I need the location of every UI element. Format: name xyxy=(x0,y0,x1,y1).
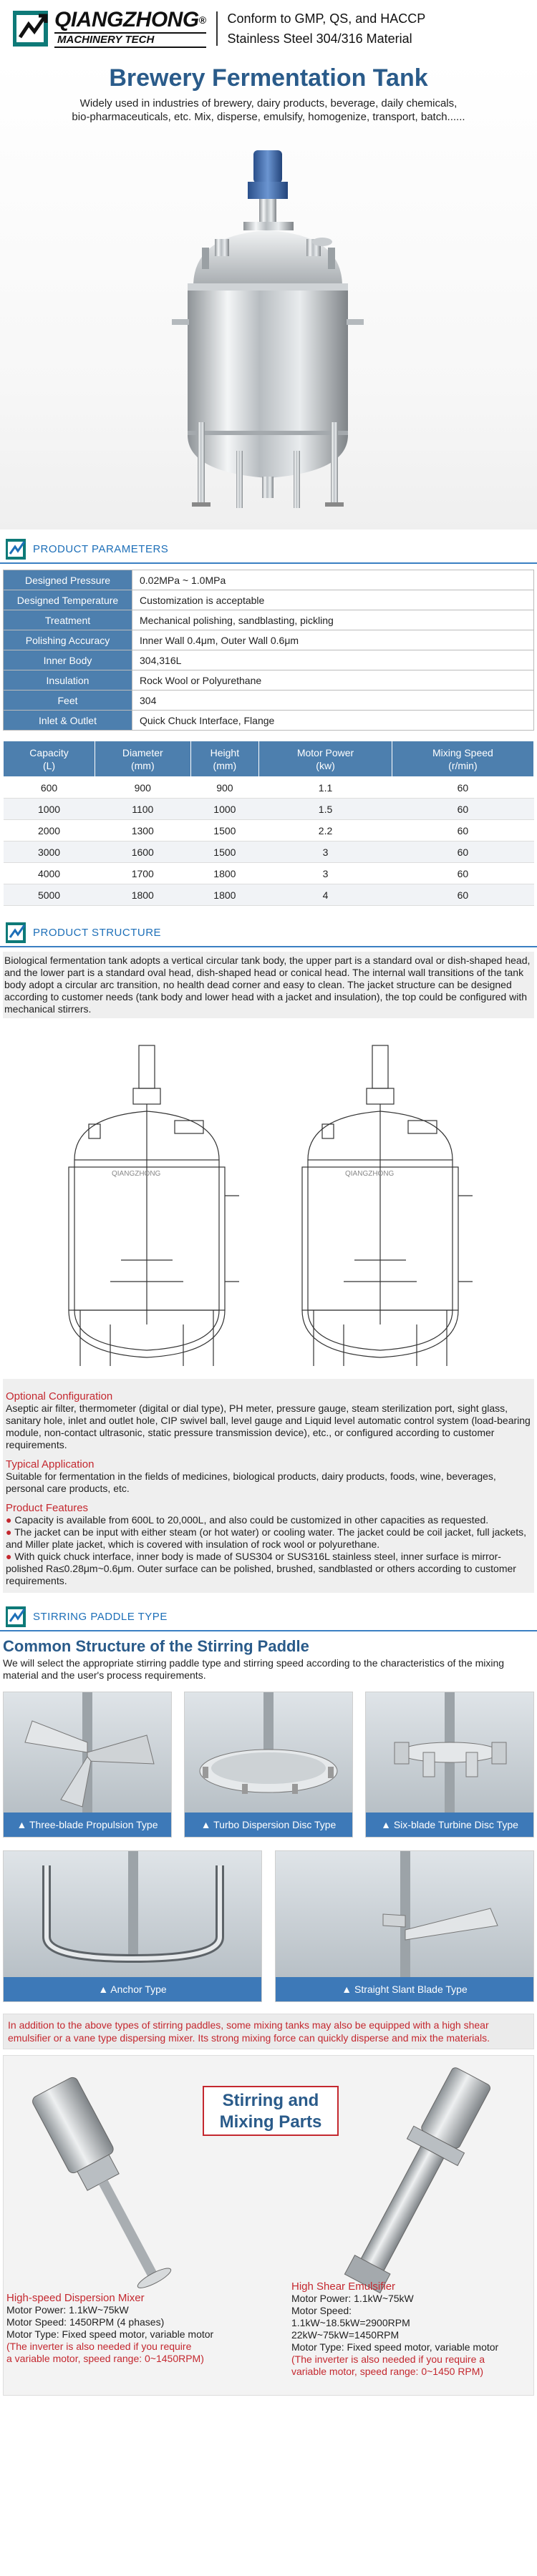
capacity-cell: 900 xyxy=(190,777,259,799)
application-title: Typical Application xyxy=(6,1458,95,1470)
paddle-anchor xyxy=(3,1850,262,2002)
capacity-cell: 600 xyxy=(4,777,95,799)
capacity-cell: 4 xyxy=(259,884,392,906)
hero-banner xyxy=(0,57,537,530)
capacity-cell: 60 xyxy=(392,777,533,799)
capacity-cell: 1100 xyxy=(95,799,190,820)
registered-mark: ® xyxy=(198,14,206,26)
bullet: ● xyxy=(6,1514,12,1526)
hero-desc-line2: bio-pharmaceuticals, etc. Mix, disperse, emulsify, homogenize, transport, batch...... xyxy=(72,111,465,123)
paddle-slant-blade xyxy=(275,1850,534,2002)
header-main: Mixing Speed xyxy=(432,746,493,758)
capacity-cell: 2.2 xyxy=(259,820,392,841)
header-main: Height xyxy=(210,746,240,758)
section-title-paddle: STIRRING PADDLE TYPE xyxy=(33,1610,168,1623)
header-unit: (mm) xyxy=(130,759,155,771)
param-row xyxy=(4,630,534,650)
capacity-row xyxy=(4,863,534,884)
structure-description xyxy=(3,952,534,1018)
tank-technical-drawing xyxy=(3,1024,534,1375)
paddle-label: ▲ Three-blade Propulsion Type xyxy=(4,1813,171,1837)
paddle-label: ▲ Six-blade Turbine Disc Type xyxy=(366,1813,533,1837)
capacity-cell: 3000 xyxy=(4,841,95,863)
section-header-parameters xyxy=(0,535,537,564)
capacity-cell: 1800 xyxy=(190,863,259,884)
dispersion-mixer-title: High-speed Dispersion Mixer xyxy=(6,2292,145,2304)
param-key: Polishing Accuracy xyxy=(4,630,132,650)
structure-drawings xyxy=(3,1024,534,1375)
header-unit: (mm) xyxy=(213,759,237,771)
param-row xyxy=(4,650,534,670)
param-value: Customization is acceptable xyxy=(132,590,534,610)
section-title-parameters: PRODUCT PARAMETERS xyxy=(33,542,169,555)
capacity-cell: 1700 xyxy=(95,863,190,884)
spec-line: Motor Type: Fixed speed motor, variable motor xyxy=(6,2328,214,2340)
mixing-parts-tag xyxy=(203,2086,339,2136)
paddle-three-blade xyxy=(3,1692,172,1838)
watermark-right: QIANGZHONG xyxy=(345,1170,395,1178)
paddle-intro: We will select the appropriate stirring paddle type and stirring speed according to the characteristics of the mixing material and the user's process requirements. xyxy=(3,1657,505,1681)
spec-line: Motor Speed: 1450RPM (4 phases) xyxy=(6,2316,165,2328)
capacity-cell: 60 xyxy=(392,841,533,863)
paddle-label: ▲ Straight Slant Blade Type xyxy=(276,1977,533,2001)
feature-text: Capacity is available from 600L to 20,000L, and also could be customized in other capacities as requested. xyxy=(14,1514,489,1526)
param-value: 304,316L xyxy=(132,650,534,670)
paddle-image xyxy=(4,1692,171,1813)
paddle-image xyxy=(4,1851,261,1977)
bullet: ● xyxy=(6,1551,12,1562)
capacity-cell: 1000 xyxy=(4,799,95,820)
structure-text: Biological fermentation tank adopts a vertical circular tank body, the upper part is a standard oval or dish-shaped head, and the lower part is a standard oval head, dish-shaped head or conical head. The internal wall transitions of the tank body adopt a circular arc transition, no health dead corner and easy to clean. The jacket structure can be designed according to customer needs (tank body and lower head with a jacket and insulation), the top could be configured with mechanical stirrers. xyxy=(4,955,531,1015)
capacity-cell: 60 xyxy=(392,863,533,884)
tank-product-image xyxy=(0,150,537,522)
capacity-row xyxy=(4,777,534,799)
capacity-cell: 60 xyxy=(392,820,533,841)
capacity-column-header xyxy=(95,741,190,777)
tag-line2: Mixing Parts xyxy=(219,2112,322,2132)
brand-name: QIANGZHONG xyxy=(54,8,199,31)
param-row xyxy=(4,590,534,610)
structure-details xyxy=(3,1379,534,1593)
mixing-parts-panel xyxy=(3,2055,534,2396)
param-key: Feet xyxy=(4,691,132,711)
capacity-cell: 1300 xyxy=(95,820,190,841)
paddle-image xyxy=(366,1692,533,1813)
capacity-cell: 2000 xyxy=(4,820,95,841)
param-row xyxy=(4,610,534,630)
capacity-cell: 1800 xyxy=(190,884,259,906)
capacity-row xyxy=(4,884,534,906)
paddle-image xyxy=(276,1851,533,1977)
claim-gmp: Conform to GMP, QS, and HACCP xyxy=(227,11,426,26)
feature-item-1 xyxy=(6,1514,531,1526)
features-title: Product Features xyxy=(6,1502,89,1514)
optional-config-title: Optional Configuration xyxy=(6,1390,113,1402)
capacity-cell: 1600 xyxy=(95,841,190,863)
feature-text: With quick chuck interface, inner body is made of SUS304 or SUS316L stainless steel, inner surface is mirror-polished Ra≤0.28μm~0.6μm. Outer surface can be polished, brushed, sandblasted or others according to customer requirements. xyxy=(6,1551,516,1586)
capacity-cell: 1500 xyxy=(190,841,259,863)
hero-desc-line1: Widely used in industries of brewery, dairy products, beverage, daily chemicals, xyxy=(79,97,458,109)
header-main: Motor Power xyxy=(296,746,354,758)
header-unit: (L) xyxy=(42,759,56,771)
capacity-column-header xyxy=(190,741,259,777)
spec-line: Motor Speed: xyxy=(291,2305,352,2316)
bullet: ● xyxy=(6,1526,12,1538)
optional-config-text: Aseptic air filter, thermometer (digital or dial type), PH meter, pressure gauge, steam sterilization port, sight glass, sanitary hole, inlet and outlet hole, CIP swivel ball, level gauge and Liquid level automatic control system (load-bearing module, non-contact ultrasonic, static pressure transmission device), etc., or configured according to customer requirements. xyxy=(6,1402,531,1450)
spec-line: 1.1kW~18.5kW=2900RPM xyxy=(291,2317,410,2328)
spec-note: variable motor, speed range: 0~1450 RPM) xyxy=(291,2366,484,2377)
capacity-cell: 1800 xyxy=(95,884,190,906)
spec-note: (The inverter is also needed if you require xyxy=(6,2341,192,2352)
param-value: 0.02MPa ~ 1.0MPa xyxy=(132,570,534,590)
param-key: Designed Pressure xyxy=(4,570,132,590)
capacity-cell: 1500 xyxy=(190,820,259,841)
emulsifier-specs xyxy=(291,2280,498,2378)
param-value: Quick Chuck Interface, Flange xyxy=(132,711,534,731)
param-value: Inner Wall 0.4μm, Outer Wall 0.6μm xyxy=(132,630,534,650)
param-key: Insulation xyxy=(4,670,132,691)
param-row xyxy=(4,691,534,711)
section-logo-icon xyxy=(6,538,27,560)
capacity-cell: 1.1 xyxy=(259,777,392,799)
spec-line: Motor Type: Fixed speed motor, variable motor xyxy=(291,2341,499,2353)
capacity-cell: 3 xyxy=(259,841,392,863)
param-row xyxy=(4,670,534,691)
capacity-row xyxy=(4,820,534,841)
spec-line: 22kW~75kW=1450RPM xyxy=(291,2329,400,2341)
claim-material: Stainless Steel 304/316 Material xyxy=(227,31,412,46)
spec-note: (The inverter is also needed if you require a xyxy=(291,2353,485,2365)
capacity-cell: 60 xyxy=(392,884,533,906)
header-main: Capacity xyxy=(29,746,69,758)
param-row xyxy=(4,711,534,731)
capacity-cell: 3 xyxy=(259,863,392,884)
param-key: Inlet & Outlet xyxy=(4,711,132,731)
header-unit: (kw) xyxy=(316,759,335,771)
dispersion-mixer-specs xyxy=(6,2292,213,2365)
paddle-label: ▲ Turbo Dispersion Disc Type xyxy=(185,1813,352,1837)
product-title: Brewery Fermentation Tank xyxy=(109,64,428,92)
header-main: Diameter xyxy=(122,746,163,758)
paddle-row-2 xyxy=(3,1850,534,2002)
capacity-table xyxy=(3,741,534,906)
paddle-six-blade xyxy=(365,1692,534,1838)
capacity-column-header xyxy=(392,741,533,777)
capacity-column-header xyxy=(259,741,392,777)
feature-item-3 xyxy=(6,1551,531,1587)
parameters-table xyxy=(3,570,534,731)
capacity-cell: 1000 xyxy=(190,799,259,820)
emulsifier-title: High Shear Emulsifier xyxy=(291,2280,396,2293)
watermark-left: QIANGZHONG xyxy=(112,1170,161,1178)
capacity-column-header xyxy=(4,741,95,777)
feature-item-2 xyxy=(6,1526,531,1551)
spec-note: a variable motor, speed range: 0~1450RPM) xyxy=(6,2353,204,2364)
param-value: Mechanical polishing, sandblasting, pickling xyxy=(132,610,534,630)
paddle-label: ▲ Anchor Type xyxy=(4,1977,261,2001)
capacity-cell: 5000 xyxy=(4,884,95,906)
param-value: Rock Wool or Polyurethane xyxy=(132,670,534,691)
capacity-cell: 60 xyxy=(392,799,533,820)
application-text: Suitable for fermentation in the fields of medicines, biological products, dairy products, foods, wine, beverages, personal care products, etc. xyxy=(6,1470,496,1494)
section-logo-icon xyxy=(6,922,27,943)
spec-line: Motor Power: 1.1kW~75kW xyxy=(6,2304,129,2316)
param-key: Designed Temperature xyxy=(4,590,132,610)
brand-logo-icon xyxy=(13,10,50,47)
paddle-row-1 xyxy=(3,1692,534,1838)
capacity-row xyxy=(4,799,534,820)
section-logo-icon xyxy=(6,1606,27,1627)
param-key: Inner Body xyxy=(4,650,132,670)
feature-text: The jacket can be input with either steam (or hot water) or cooling water. The jacket could be coil jacket, full jackets, and Miller plate jacket, which is covered with insulation of rock wool or polyurethane. xyxy=(6,1526,526,1550)
capacity-cell: 900 xyxy=(95,777,190,799)
section-header-structure xyxy=(0,919,537,947)
header-unit: (r/min) xyxy=(448,759,478,771)
page-header xyxy=(0,0,537,57)
tag-line1: Stirring and xyxy=(222,2091,319,2110)
section-header-paddle xyxy=(0,1603,537,1631)
header-divider xyxy=(216,11,218,46)
brand-subtitle: MACHINERY TECH xyxy=(54,32,206,48)
capacity-cell: 4000 xyxy=(4,863,95,884)
paddle-note: In addition to the above types of stirring paddles, some mixing tanks may also be equipped with a high shear emulsifier or a vane type dispersing mixer. Its strong mixing force can quickly disperse and mix the materials. xyxy=(3,2014,534,2049)
param-value: 304 xyxy=(132,691,534,711)
capacity-row xyxy=(4,841,534,863)
param-key: Treatment xyxy=(4,610,132,630)
paddle-heading: Common Structure of the Stirring Paddle xyxy=(3,1637,309,1655)
paddle-turbo-disc xyxy=(184,1692,353,1838)
section-title-structure: PRODUCT STRUCTURE xyxy=(33,926,162,939)
paddle-image xyxy=(185,1692,352,1813)
param-row xyxy=(4,570,534,590)
spec-line: Motor Power: 1.1kW~75kW xyxy=(291,2293,414,2304)
capacity-cell: 1.5 xyxy=(259,799,392,820)
brand-logo xyxy=(13,9,206,48)
